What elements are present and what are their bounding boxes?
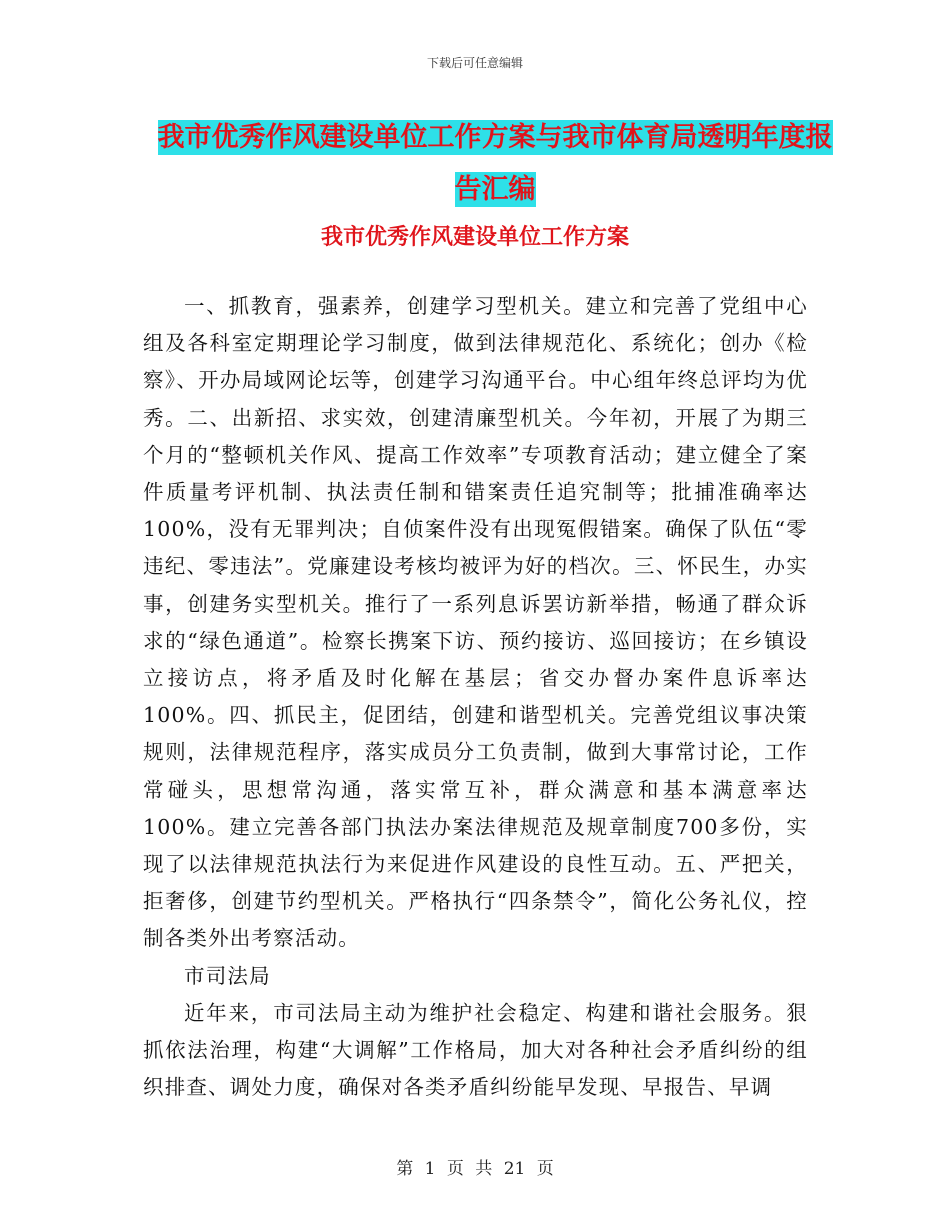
paragraph: 近年来，市司法局主动为维护社会稳定、构建和谐社会服务。狠抓依法治理，构建“大调解”工作格局，加大对各种社会矛盾纠纷的组织排查、调处力度，确保对各类矛盾纠纷能早发现、早报告、早调 — [143, 1000, 808, 1100]
header-note: 下载后可任意编辑 — [426, 56, 523, 70]
paragraph: 一、抓教育，强素养，创建学习型机关。建立和完善了党组中心组及各科室定期理论学习制度，做到法律规范化、系统化；创办《检察》、开办局域网论坛等，创建学习沟通平台。中心组年终总评均为优秀。二、出新招、求实效，创建清廉型机关。今年初，开展了为期三个月的“整顿机关作风、提高工作效率”专项教育活动；建立健全了案件质量考评机制、执法责任制和错案责任追究制等；批捕准确率达100%，没有无罪判决；自侦案件没有出现冤假错案。确保了队伍“零违纪、零违法”。党廉建设考核均被评为好的档次。三、怀民生，办实事，创建务实型机关。推行了一系列息诉罢访新举措，畅通了群众诉求的“绿色通道”。检察长携案下访、预约接访、巡回接访；在乡镇设立接访点，将矛盾及时化解在基层；省交办督办案件息诉率达100%。四、抓民主，促团结，创建和谐型机关。完善党组议事决策规则，法律规范程序，落实成员分工负责制，做到大事常讨论，工作常碰头，思想常沟通，落实常互补，群众满意和基本满意率达100%。建立完善各部门执法办案法律规范及规章制度700多份，实现了以法律规范执法行为来促进作风建设的良性互动。五、严把关，拒奢侈，创建节约型机关。严格执行“四条禁令”，简化公务礼仪，控制各类外出考察活动。 — [143, 294, 808, 951]
paragraph: 市司法局 — [184, 963, 271, 988]
document-body — [143, 288, 808, 1106]
page-footer: 第 1 页 共 21 页 — [396, 1159, 554, 1179]
section-title: 我市优秀作风建设单位工作方案 — [320, 224, 629, 250]
document-title-text: 我市优秀作风建设单位工作方案与我市体育局透明年度报告汇编 — [157, 122, 833, 205]
document-title — [150, 112, 840, 216]
